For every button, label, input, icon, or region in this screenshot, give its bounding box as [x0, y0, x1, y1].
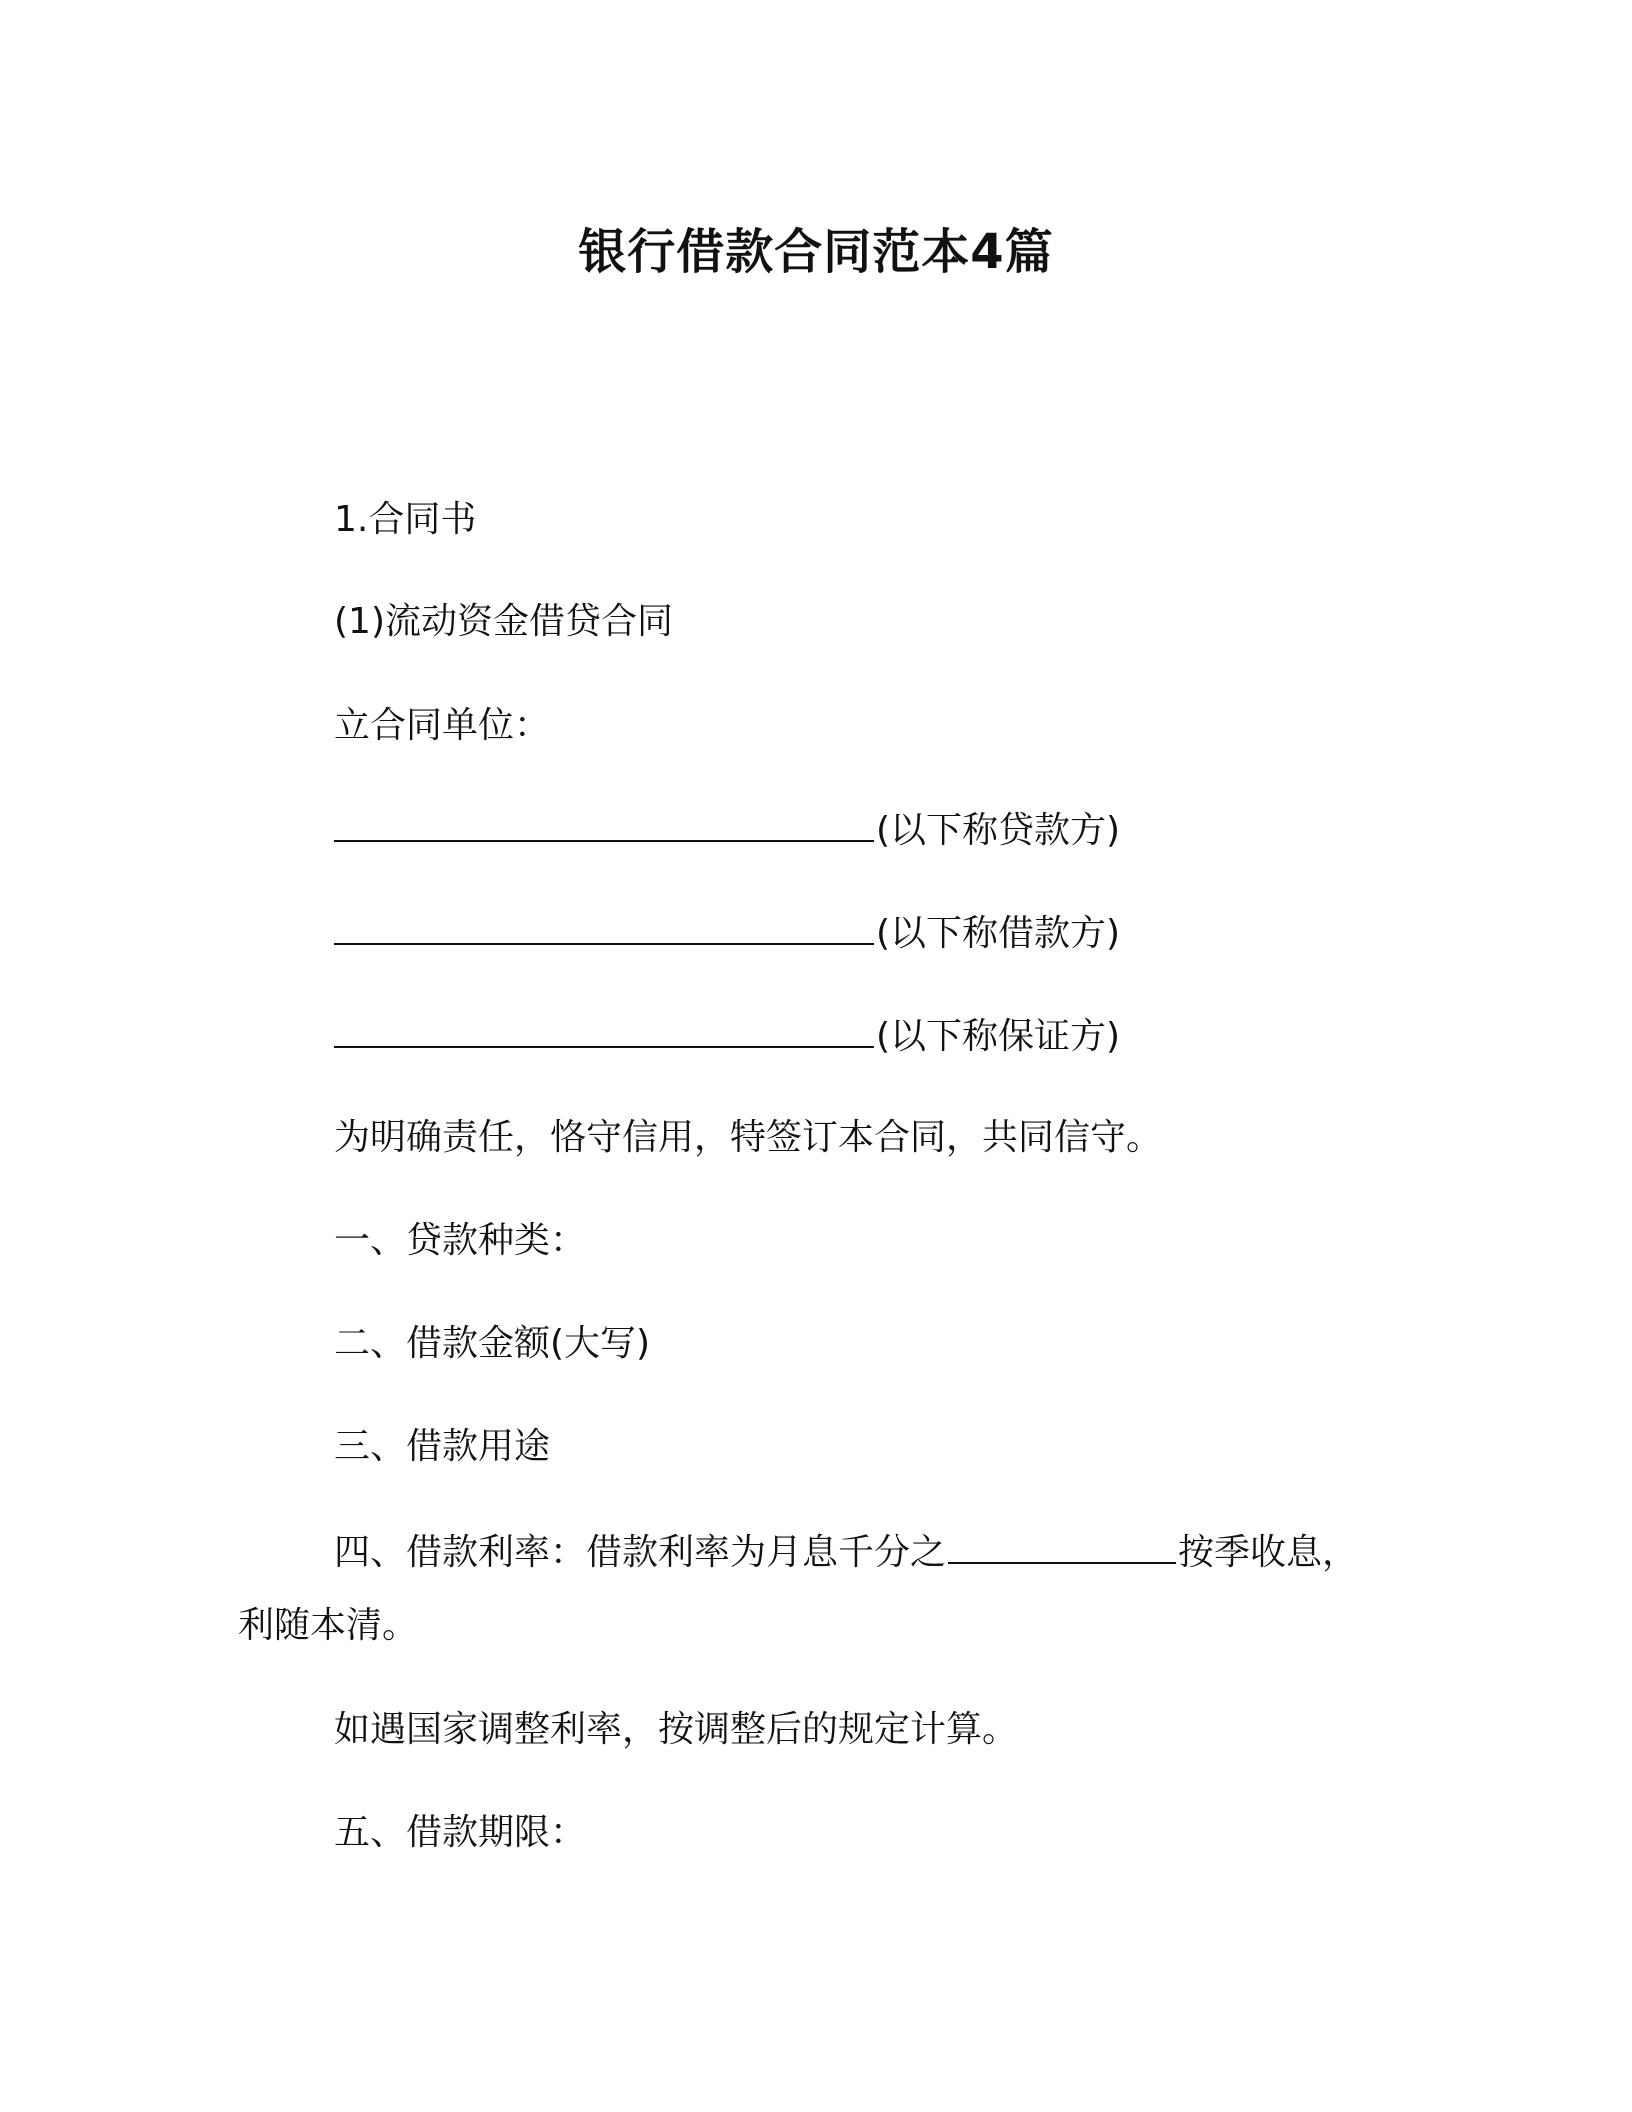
party-borrower-line — [334, 907, 1120, 958]
party-lender-line — [334, 804, 1120, 855]
party-borrower-label: (以下称借款方) — [876, 913, 1121, 954]
guarantor-blank — [334, 1010, 874, 1048]
clause-4-continuation: 利随本清。 — [238, 1605, 419, 1646]
clause-4-suffix: 按季收息， — [1178, 1532, 1359, 1573]
rate-adjust: 如遇国家调整利率，按调整后的规定计算。 — [334, 1709, 1019, 1750]
party-lender-label: (以下称贷款方) — [876, 810, 1121, 851]
document-title: 银行借款合同范本4篇 — [578, 224, 1054, 280]
party-guarantor-label: (以下称保证方) — [876, 1016, 1121, 1057]
parties-label: 立合同单位： — [334, 705, 551, 746]
section-heading: 1.合同书 — [334, 499, 477, 540]
clause-4 — [334, 1526, 1358, 1577]
rate-blank — [948, 1526, 1176, 1564]
clause-4-prefix: 四、借款利率：借款利率为月息千分之 — [334, 1532, 947, 1573]
party-guarantor-line — [334, 1010, 1120, 1061]
subheading: (1)流动资金借贷合同 — [334, 601, 673, 642]
clause-5: 五、借款期限： — [334, 1812, 587, 1853]
clause-2: 二、借款金额(大写) — [334, 1323, 651, 1364]
borrower-blank — [334, 907, 874, 945]
lender-blank — [334, 804, 874, 842]
clause-1: 一、贷款种类： — [334, 1220, 587, 1261]
clause-3: 三、借款用途 — [334, 1426, 551, 1467]
preamble: 为明确责任，恪守信用，特签订本合同，共同信守。 — [334, 1117, 1163, 1158]
